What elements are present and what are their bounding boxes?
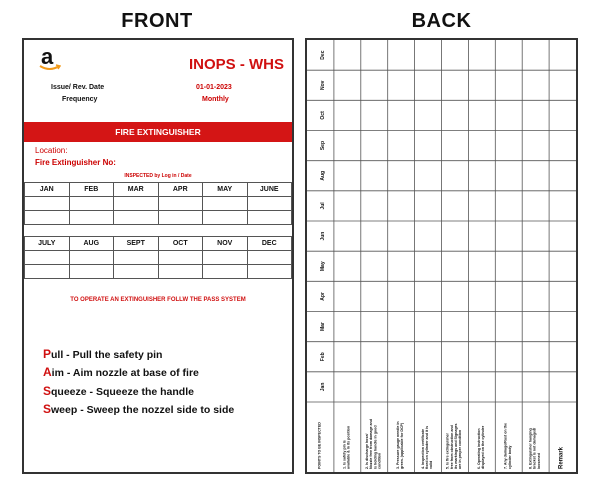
inspection-cell[interactable]: [442, 40, 469, 70]
entry-cell[interactable]: [114, 265, 159, 279]
front-card: [22, 38, 294, 474]
inspection-cell[interactable]: [334, 161, 361, 191]
inspection-cell[interactable]: [361, 372, 388, 402]
inspection-cell[interactable]: [468, 70, 495, 100]
table-row: [25, 197, 292, 211]
entry-cell[interactable]: [25, 265, 70, 279]
inspection-cell[interactable]: [361, 161, 388, 191]
entry-cell[interactable]: [158, 211, 203, 225]
frequency-value: Monthly: [202, 96, 229, 103]
inspection-cell[interactable]: [549, 131, 576, 161]
inspection-cell[interactable]: [442, 100, 469, 130]
inspection-cell[interactable]: [361, 221, 388, 251]
inspection-cell[interactable]: [388, 281, 415, 311]
inspection-cell[interactable]: [495, 251, 522, 281]
entry-cell[interactable]: [247, 211, 292, 225]
month-label: Nov: [319, 80, 326, 90]
inspection-cell[interactable]: [522, 161, 549, 191]
inspection-cell[interactable]: [468, 100, 495, 130]
inspection-cell[interactable]: [361, 342, 388, 372]
pass-step-letter: P: [43, 347, 52, 361]
month-header: AUG: [69, 237, 114, 251]
pass-step-squeeze: [43, 384, 194, 398]
entry-cell[interactable]: [25, 197, 70, 211]
inspection-cell[interactable]: [334, 100, 361, 130]
inspection-cell[interactable]: [468, 312, 495, 342]
inspection-cell[interactable]: [522, 251, 549, 281]
pass-step-text: ull - Pull the safety pin: [51, 349, 163, 361]
inspection-cell[interactable]: [522, 191, 549, 221]
entry-cell[interactable]: [25, 211, 70, 225]
inspection-cell[interactable]: [495, 312, 522, 342]
inspection-cell[interactable]: [522, 221, 549, 251]
inspection-cell[interactable]: [495, 100, 522, 130]
fire-extinguisher-banner: FIRE EXTINGUISHER: [24, 122, 292, 142]
smile-arrow-icon: [39, 64, 61, 72]
inspection-cell[interactable]: [468, 372, 495, 402]
months-table-first-half: [24, 182, 292, 225]
amazon-logo-icon: [38, 44, 64, 74]
inspection-cell[interactable]: [522, 70, 549, 100]
inspection-cell[interactable]: [522, 100, 549, 130]
checkpoint-label: 1. Is safety pin isavailable & in its position: [342, 425, 351, 469]
inspection-cell[interactable]: [334, 372, 361, 402]
inspection-cell[interactable]: [522, 131, 549, 161]
month-header: JAN: [25, 183, 70, 197]
inspection-cell[interactable]: [549, 281, 576, 311]
inspection-cell[interactable]: [415, 221, 442, 251]
month-label: May: [319, 261, 326, 272]
entry-cell[interactable]: [247, 265, 292, 279]
inspection-cell[interactable]: [442, 372, 469, 402]
inspection-cell[interactable]: [549, 191, 576, 221]
issue-value: 01-01-2023: [196, 84, 232, 91]
pass-step-text: im - Aim nozzle at base of fire: [51, 367, 199, 379]
month-header: SEPT: [114, 237, 159, 251]
month-label: Mar: [319, 322, 326, 332]
entry-cell[interactable]: [69, 265, 114, 279]
month-label: Jul: [319, 202, 326, 210]
inspection-cell[interactable]: [334, 70, 361, 100]
inspection-cell[interactable]: [522, 312, 549, 342]
inspection-cell[interactable]: [442, 161, 469, 191]
inspection-cell[interactable]: [495, 40, 522, 70]
inspection-cell[interactable]: [442, 251, 469, 281]
inspection-cell[interactable]: [361, 191, 388, 221]
entry-cell[interactable]: [114, 251, 159, 265]
inspection-cell[interactable]: [334, 342, 361, 372]
inspection-cell[interactable]: [442, 70, 469, 100]
entry-cell[interactable]: [158, 197, 203, 211]
inspection-cell[interactable]: [468, 161, 495, 191]
month-label: Aug: [319, 170, 326, 181]
inspection-cell[interactable]: [334, 40, 361, 70]
inspection-cell[interactable]: [442, 221, 469, 251]
inspection-cell[interactable]: [522, 342, 549, 372]
inspection-cell[interactable]: [334, 191, 361, 221]
inspection-cell[interactable]: [361, 70, 388, 100]
month-label: Dec: [319, 50, 326, 60]
inspection-cell[interactable]: [388, 40, 415, 70]
checkpoint-label: 2. Is discharge hose/Nozzle free from damage andis holding handle in goodcondition: [364, 419, 382, 469]
inspection-cell[interactable]: [334, 251, 361, 281]
entry-cell[interactable]: [203, 251, 248, 265]
inspection-cell[interactable]: [549, 100, 576, 130]
inspection-cell[interactable]: [415, 372, 442, 402]
month-header: FEB: [69, 183, 114, 197]
inspection-cell[interactable]: [549, 221, 576, 251]
inspection-cell[interactable]: [388, 221, 415, 251]
inspection-cell[interactable]: [388, 70, 415, 100]
inspection-grid: [307, 40, 576, 472]
month-label: Jun: [319, 231, 326, 241]
back-heading: BACK: [411, 10, 472, 32]
inspection-cell[interactable]: [388, 251, 415, 281]
inspection-cell[interactable]: [495, 161, 522, 191]
table-row: [25, 265, 292, 279]
inspection-cell[interactable]: [388, 312, 415, 342]
entry-cell[interactable]: [69, 251, 114, 265]
pass-step-letter: A: [43, 365, 52, 379]
inspection-cell[interactable]: [388, 342, 415, 372]
month-header: MAR: [114, 183, 159, 197]
inspection-cell[interactable]: [495, 70, 522, 100]
checkpoint-label: 6. Operating instructiondisplayed on the cylinder: [476, 425, 485, 469]
entry-cell[interactable]: [203, 197, 248, 211]
inspection-cell[interactable]: [468, 281, 495, 311]
checkpoint-label: 4. Inspection certificatefixed on cylinder and it isvalid: [420, 425, 434, 469]
inspection-cell[interactable]: [495, 191, 522, 221]
inspection-cell[interactable]: [442, 342, 469, 372]
entry-cell[interactable]: [69, 197, 114, 211]
inspection-cell[interactable]: [495, 281, 522, 311]
pass-system-note: TO OPERATE AN EXTINGUISHER FOLLW THE PASS SYSTEM: [70, 297, 246, 303]
entry-cell[interactable]: [203, 211, 248, 225]
inspection-cell[interactable]: [415, 100, 442, 130]
inspection-cell[interactable]: [468, 342, 495, 372]
inspected-by-label: INSPECTED by Log in / Date: [124, 173, 192, 179]
inspection-cell[interactable]: [415, 251, 442, 281]
inspection-cell[interactable]: [361, 131, 388, 161]
entry-cell[interactable]: [203, 265, 248, 279]
inspection-cell[interactable]: [388, 191, 415, 221]
months-table-second-half: [24, 236, 292, 279]
entry-cell[interactable]: [114, 197, 159, 211]
inspection-cell[interactable]: [522, 40, 549, 70]
month-label: Sep: [319, 140, 326, 151]
entry-cell[interactable]: [158, 251, 203, 265]
inspection-cell[interactable]: [388, 372, 415, 402]
month-label: Jan: [319, 382, 326, 392]
month-header: APR: [158, 183, 203, 197]
inspection-cell[interactable]: [442, 191, 469, 221]
inspection-cell[interactable]: [468, 221, 495, 251]
pass-step-text: weep - Sweep the nozzel side to side: [51, 404, 235, 416]
checkpoint-label: 5. Is fire extinguisherfree from obstruction andits markings and Signagesare in proper condition: [445, 423, 463, 469]
checkpoint-label: 3. Pressure gauge needle ingreen. (applicable for DCP): [396, 421, 405, 469]
inspection-cell[interactable]: [442, 131, 469, 161]
site-name: INOPS - WHS: [188, 56, 284, 73]
inspection-cell[interactable]: [334, 281, 361, 311]
inspection-cell[interactable]: [415, 40, 442, 70]
inspection-cell[interactable]: [415, 70, 442, 100]
inspection-cell[interactable]: [468, 191, 495, 221]
inspection-cell[interactable]: [415, 312, 442, 342]
checkpoint-label: 8. Extinguisher hangingbracket is not damaged/loosened: [528, 427, 541, 469]
extinguisher-no-label: Fire Extinguisher No:: [35, 158, 116, 167]
entry-cell[interactable]: [247, 251, 292, 265]
entry-cell[interactable]: [158, 265, 203, 279]
inspection-cell[interactable]: [388, 161, 415, 191]
pass-step-letter: S: [43, 402, 52, 416]
month-header: JULY: [25, 237, 70, 251]
inspection-cell[interactable]: [468, 131, 495, 161]
inspection-cell[interactable]: [361, 312, 388, 342]
inspection-cell[interactable]: [361, 251, 388, 281]
inspection-cell[interactable]: [468, 251, 495, 281]
front-heading: FRONT: [121, 10, 193, 32]
inspection-cell[interactable]: [415, 281, 442, 311]
month-header: OCT: [158, 237, 203, 251]
inspection-cell[interactable]: [495, 221, 522, 251]
inspection-cell[interactable]: [361, 100, 388, 130]
back-card: [305, 38, 578, 474]
remark-label: Remark: [558, 446, 565, 469]
table-row: [25, 251, 292, 265]
pass-step-pull: [43, 347, 162, 361]
inspection-cell[interactable]: [415, 191, 442, 221]
entry-cell[interactable]: [114, 211, 159, 225]
entry-cell[interactable]: [247, 197, 292, 211]
issue-label: Issue/ Rev. Date: [51, 84, 105, 91]
inspection-cell[interactable]: [361, 281, 388, 311]
inspection-cell[interactable]: [415, 342, 442, 372]
inspection-cell[interactable]: [522, 372, 549, 402]
inspection-cell[interactable]: [522, 281, 549, 311]
inspection-cell[interactable]: [334, 312, 361, 342]
inspection-cell[interactable]: [549, 40, 576, 70]
inspection-cell[interactable]: [468, 40, 495, 70]
inspection-cell[interactable]: [415, 161, 442, 191]
pass-step-sweep: [43, 402, 234, 416]
inspection-cell[interactable]: [388, 100, 415, 130]
inspection-cell[interactable]: [549, 251, 576, 281]
month-label: Feb: [319, 352, 326, 362]
inspection-cell[interactable]: [442, 281, 469, 311]
inspection-cell[interactable]: [495, 131, 522, 161]
entry-cell[interactable]: [25, 251, 70, 265]
inspection-cell[interactable]: [388, 131, 415, 161]
pass-step-text: queeze - Squeeze the handle: [51, 386, 194, 398]
inspection-cell[interactable]: [549, 312, 576, 342]
inspection-cell[interactable]: [495, 372, 522, 402]
inspection-cell[interactable]: [334, 131, 361, 161]
logo-letter: a: [41, 44, 54, 69]
inspection-cell[interactable]: [549, 372, 576, 402]
pass-step-aim: [43, 365, 199, 379]
month-header: DEC: [247, 237, 292, 251]
inspection-cell[interactable]: [495, 342, 522, 372]
month-label: Oct: [319, 111, 326, 120]
month-header: NOV: [203, 237, 248, 251]
checkpoint-label: 7. Any damage/Rust on thecylinder body: [503, 423, 512, 469]
month-header: JUNE: [247, 183, 292, 197]
inspection-cell[interactable]: [549, 342, 576, 372]
inspection-cell[interactable]: [549, 70, 576, 100]
inspection-cell[interactable]: [442, 312, 469, 342]
pass-step-letter: S: [43, 384, 52, 398]
frequency-label: Frequency: [62, 96, 98, 103]
inspection-cell[interactable]: [361, 40, 388, 70]
month-header: MAY: [203, 183, 248, 197]
checkpoint-label: POINTS TO BE INSPECTED: [317, 422, 322, 469]
month-label: Apr: [319, 292, 326, 301]
entry-cell[interactable]: [69, 211, 114, 225]
inspection-cell[interactable]: [334, 221, 361, 251]
inspection-cell[interactable]: [415, 131, 442, 161]
inspection-cell[interactable]: [549, 161, 576, 191]
table-row: [25, 211, 292, 225]
location-label: Location:: [35, 146, 68, 155]
